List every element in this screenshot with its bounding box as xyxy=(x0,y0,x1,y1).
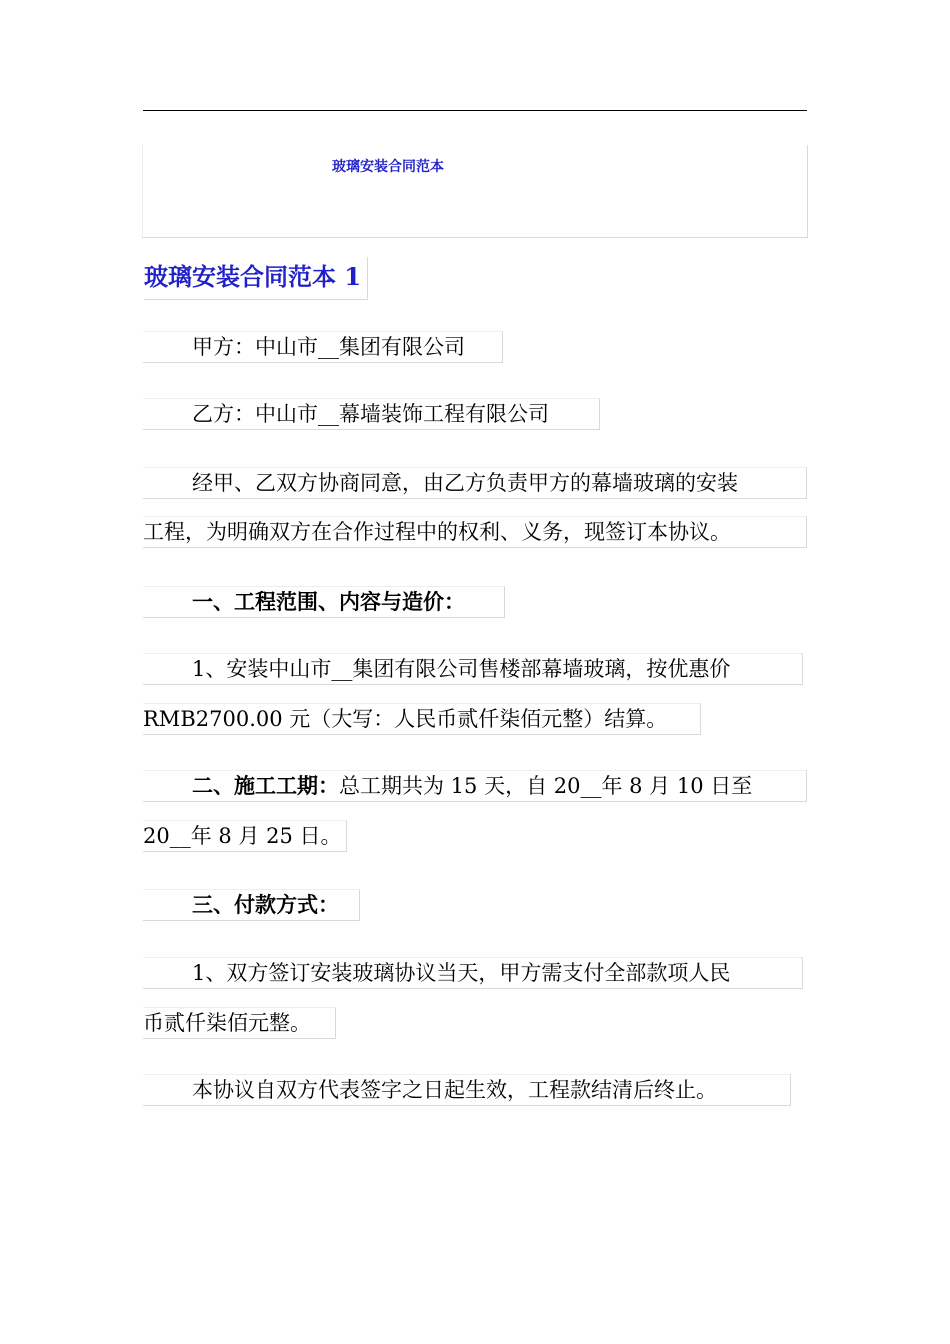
header-rule xyxy=(143,110,807,111)
section2-heading: 二、施工工期： xyxy=(192,773,339,798)
document-title: 玻璃安装合同范本 1 xyxy=(144,257,368,300)
section2-text: 总工期共为 15 天，自 20__年 8 月 10 日至 xyxy=(339,774,753,798)
section1-heading: 一、工程范围、内容与造价： xyxy=(143,586,505,618)
intro-line-1: 经甲、乙双方协商同意，由乙方负责甲方的幕墙玻璃的安装 xyxy=(143,467,807,499)
section3-item1-line-2: 币贰仟柒佰元整。 xyxy=(143,1007,336,1039)
section2-line-1 xyxy=(143,770,807,802)
section3-heading: 三、付款方式： xyxy=(143,889,360,921)
section3-item1-line-1: 1、双方签订安装玻璃协议当天，甲方需支付全部款项人民 xyxy=(143,957,803,989)
section1-item1-line-2: RMB2700.00 元（大写：人民币贰仟柒佰元整）结算。 xyxy=(143,703,701,735)
header-box xyxy=(142,145,808,238)
party-a-line: 甲方：中山市__集团有限公司 xyxy=(143,331,503,363)
section1-item1-line-1: 1、安装中山市__集团有限公司售楼部幕墙玻璃，按优惠价 xyxy=(143,653,803,685)
closing-line: 本协议自双方代表签字之日起生效，工程款结清后终止。 xyxy=(143,1074,791,1106)
intro-line-2: 工程，为明确双方在合作过程中的权利、义务，现签订本协议。 xyxy=(143,516,807,548)
header-title: 玻璃安装合同范本 xyxy=(332,159,444,175)
section2-line-2: 20__年 8 月 25 日。 xyxy=(143,820,347,852)
party-b-line: 乙方：中山市__幕墙装饰工程有限公司 xyxy=(143,398,600,430)
